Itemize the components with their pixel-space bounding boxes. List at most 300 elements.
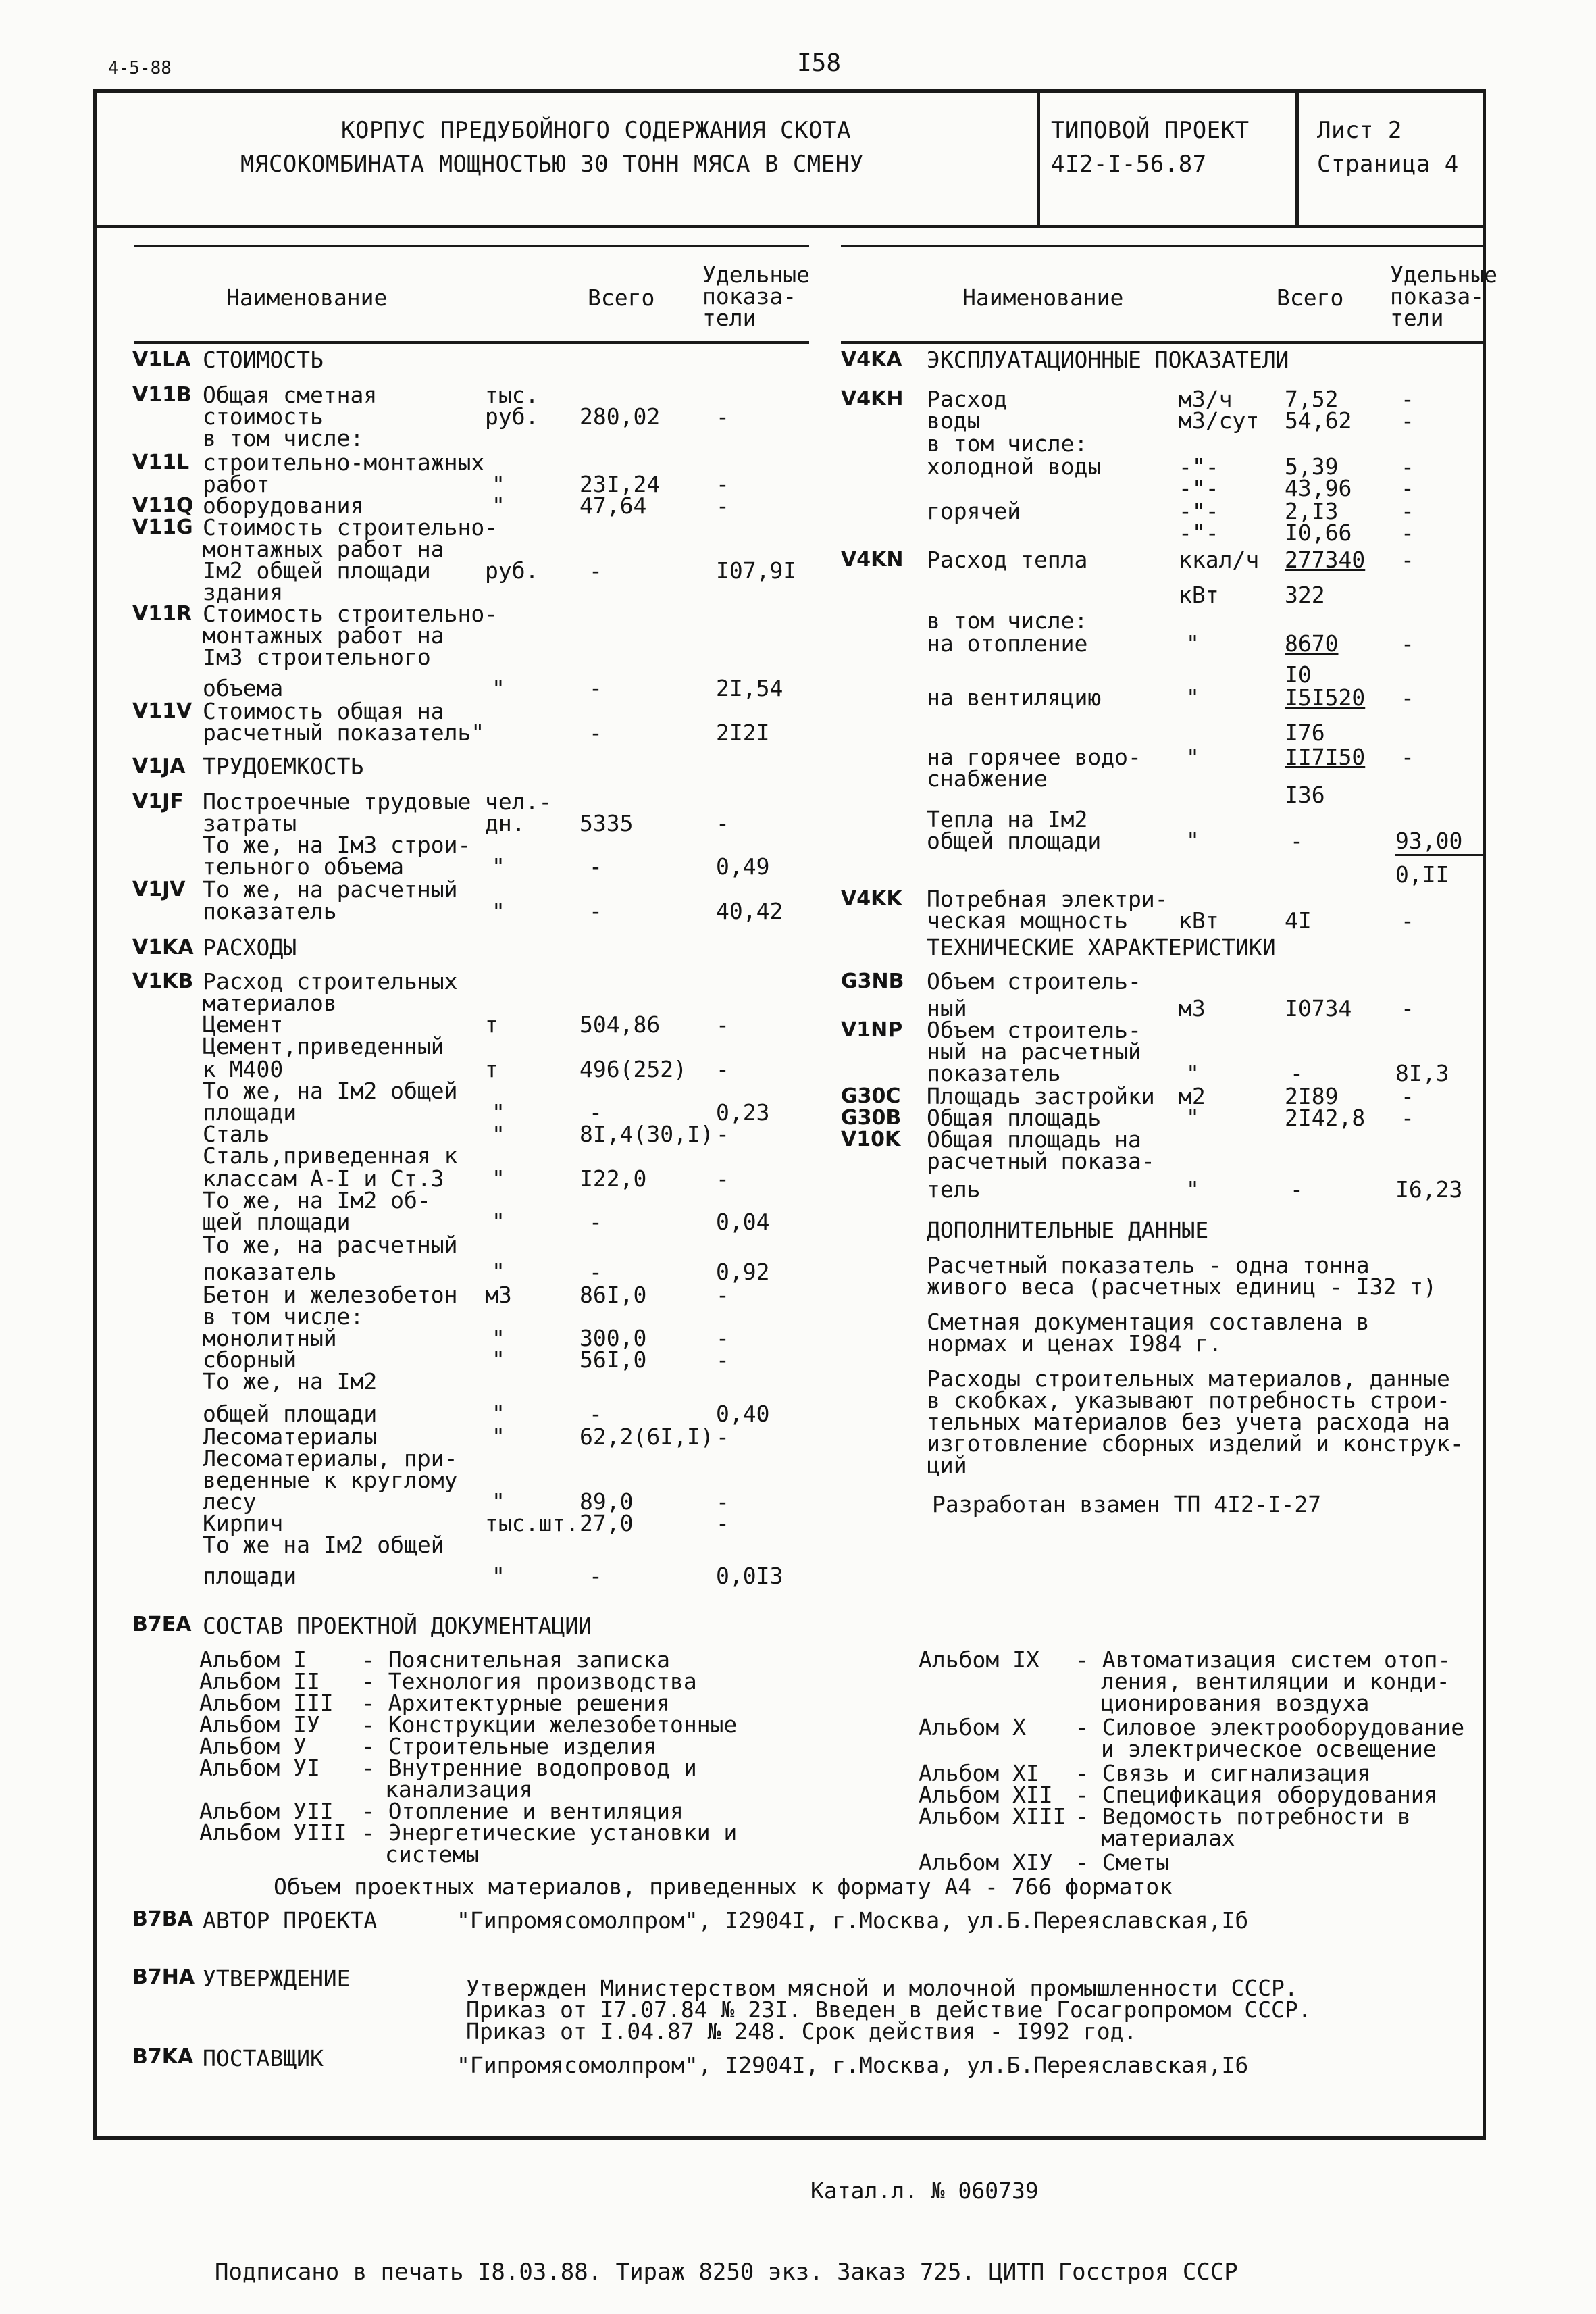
approval-line1: Утвержден Министерством мясной и молочной промышленности СССР.	[466, 1975, 1298, 2001]
left-row-spec: -	[716, 1056, 729, 1082]
left-row-label: площади	[203, 1563, 297, 1589]
left-row-label: расчетный показатель"	[203, 720, 485, 746]
left-row-total: 300,0	[580, 1325, 647, 1351]
right-row-label: снабжение	[927, 765, 1048, 792]
right-row-unit: "	[1186, 828, 1200, 854]
left-row-spec: -	[716, 1510, 729, 1536]
supplier-code: B7KA	[132, 2045, 194, 2069]
left-row-code: V11R	[132, 602, 192, 626]
album-description: - Силовое электрооборудование	[1075, 1714, 1465, 1740]
left-row-spec: -	[716, 1165, 729, 1192]
right-header-top-rule	[841, 245, 1486, 247]
left-row-label: показатель	[203, 1259, 337, 1285]
left-row-spec: 0,23	[716, 1099, 770, 1126]
approval-line3: Приказ от I.04.87 № 248. Срок действия - I992 год.	[466, 2018, 1137, 2044]
right-row-label: горячей	[927, 498, 1021, 524]
approval-heading: УТВЕРЖДЕНИЕ	[203, 1965, 351, 1992]
right-row-unit: -"-	[1179, 453, 1219, 480]
left-row-label: Сталь	[203, 1121, 270, 1147]
right-col-header-spec-3: тели	[1390, 305, 1444, 331]
left-row-unit: "	[492, 1563, 505, 1589]
right-row-unit: -"-	[1179, 498, 1219, 524]
left-row-spec: -	[716, 1011, 729, 1038]
album-label: Альбом УIII	[199, 1819, 347, 1846]
additional-p1-line2: живого веса (расчетных единиц - I32 т)	[927, 1274, 1437, 1300]
right-row-spec: -	[1401, 386, 1414, 412]
left-row-spec: 40,42	[716, 898, 783, 924]
album-description: - Спецификация оборудования	[1075, 1782, 1438, 1808]
right-row-total: 8670	[1285, 630, 1339, 657]
right-row-total: 43,96	[1285, 475, 1352, 501]
left-row-unit: тыс.	[485, 382, 539, 408]
right-header-bottom-rule	[841, 341, 1486, 344]
right-row-total: I5I520	[1285, 684, 1366, 711]
right-row-code: V4KN	[841, 548, 904, 572]
right-row-label: ный	[927, 995, 967, 1022]
right-row-label: на горячее водо-	[927, 744, 1141, 770]
right-row-unit: кВт	[1179, 582, 1219, 608]
left-row-label: СТОИМОСТЬ	[203, 347, 324, 373]
left-row-spec: -	[716, 1424, 729, 1450]
left-row-total: 56I,0	[580, 1347, 647, 1373]
left-row-spec: -	[716, 1488, 729, 1515]
left-row-label: тельного объема	[203, 853, 405, 880]
right-col-header-total: Всего	[1277, 284, 1344, 311]
left-row-unit: "	[492, 853, 505, 880]
right-row-total: 322	[1285, 582, 1325, 608]
album-label: Альбом IX	[919, 1646, 1039, 1673]
right-row-spec: -	[1401, 453, 1414, 480]
right-row-spec: -	[1401, 520, 1414, 546]
right-col-header-spec-1: Удельные	[1390, 261, 1497, 288]
album-description: - Отопление и вентиляция	[361, 1798, 684, 1824]
left-row-total: -	[589, 557, 602, 584]
left-row-total: -	[589, 675, 602, 701]
right-row-label: расчетный показа-	[927, 1148, 1155, 1174]
left-row-unit: т	[485, 1011, 498, 1038]
left-row-unit: "	[492, 1488, 505, 1515]
left-row-unit: тыс.шт.	[485, 1510, 580, 1536]
album-description: - Строительные изделия	[361, 1733, 657, 1759]
album-label: Альбом УI	[199, 1755, 320, 1781]
left-col-header-spec-3: тели	[702, 305, 756, 331]
left-row-spec: 0,04	[716, 1209, 770, 1235]
left-row-label: То же, на Iм2 об-	[203, 1187, 431, 1213]
right-row-unit: м3	[1179, 995, 1206, 1022]
right-row-total: 2I89	[1285, 1083, 1339, 1109]
left-row-code: V1JA	[132, 755, 186, 778]
left-row-label: сборный	[203, 1347, 297, 1373]
left-row-label: строительно-монтажных	[203, 449, 485, 476]
right-row-unit: "	[1186, 1176, 1200, 1203]
right-row-unit: "	[1186, 1105, 1200, 1131]
author-code: B7BA	[132, 1907, 193, 1931]
right-row-total: 5,39	[1285, 453, 1339, 480]
album-label: Альбом У	[199, 1733, 307, 1759]
left-row-total: 5335	[580, 810, 634, 836]
left-row-label: Кирпич	[203, 1510, 284, 1536]
album-label: Альбом X	[919, 1714, 1026, 1740]
left-row-unit: чел.-	[485, 788, 552, 815]
right-row-unit: -"-	[1179, 520, 1219, 546]
left-row-label: монтажных работ на	[203, 622, 444, 649]
left-row-spec: -	[716, 493, 729, 519]
left-row-label: То же, на Iм3 строи-	[203, 832, 471, 858]
right-row-label: в том числе:	[927, 430, 1088, 457]
album-label: Альбом IУ	[199, 1711, 320, 1738]
left-row-unit: "	[492, 1347, 505, 1373]
left-row-code: V11Q	[132, 494, 194, 518]
additional-p2-line2: нормах и ценах I984 г.	[927, 1330, 1222, 1357]
left-row-label: То же на Iм2 общей	[203, 1532, 444, 1558]
approval-code: B7HA	[132, 1965, 195, 1989]
right-row-label: Общая площадь на	[927, 1126, 1141, 1153]
left-col-header-total: Всего	[588, 284, 655, 311]
left-row-label: Общая сметная	[203, 382, 378, 408]
right-row-total: I0,66	[1285, 520, 1352, 546]
catalog-number: Катал.л. № 060739	[810, 2178, 1039, 2204]
album-description: - Сметы	[1075, 1849, 1170, 1876]
left-row-label: оборудования	[203, 493, 364, 519]
left-row-label: общей площади	[203, 1401, 378, 1427]
left-row-spec: 0,40	[716, 1401, 770, 1427]
left-row-total: -	[589, 1401, 602, 1427]
left-row-label: Построечные трудовые	[203, 788, 471, 815]
docs-volume: Объем проектных материалов, приведенных к формату А4 - 766 форматок	[274, 1873, 1173, 1900]
left-row-label: Iм2 общей площади	[203, 557, 431, 584]
right-row-total: -	[1290, 1060, 1304, 1086]
left-row-code: V11L	[132, 451, 190, 474]
right-row-total: I36	[1285, 782, 1325, 808]
left-row-label: Бетон и железобетон	[203, 1282, 458, 1308]
right-row-total: I0734	[1285, 995, 1352, 1022]
left-row-unit: "	[492, 1209, 505, 1235]
left-row-label: площади	[203, 1099, 297, 1126]
left-row-spec: -	[716, 403, 729, 430]
right-row-label: ТЕХНИЧЕСКИЕ ХАРАКТЕРИСТИКИ	[927, 934, 1276, 961]
right-row-spec: -	[1401, 684, 1414, 711]
right-row-spec: -	[1401, 744, 1414, 770]
right-row-unit: ккал/ч	[1179, 547, 1260, 573]
right-row-label: общей площади	[927, 828, 1102, 854]
left-row-code: V1KA	[132, 936, 194, 959]
right-row-spec: -	[1401, 407, 1414, 434]
header-vline-1	[1037, 89, 1040, 228]
album-description: - Архитектурные решения	[361, 1690, 670, 1716]
right-row-code: V4KK	[841, 887, 902, 911]
right-row-label: в том числе:	[927, 607, 1088, 634]
right-row-total: I76	[1285, 720, 1325, 746]
additional-p1-line1: Расчетный показатель - одна тонна	[927, 1252, 1370, 1278]
left-row-unit: "	[492, 1165, 505, 1192]
left-row-spec: 2I2I	[716, 720, 770, 746]
left-row-code: V11B	[132, 383, 192, 407]
left-row-label: ТРУДОЕМКОСТЬ	[203, 753, 364, 780]
left-row-label: к М400	[203, 1056, 284, 1082]
left-row-label: щей площади	[203, 1209, 351, 1235]
left-row-label: Стоимость строительно-	[203, 514, 498, 540]
left-row-code: V1KB	[132, 970, 194, 993]
left-row-total: 86I,0	[580, 1282, 647, 1308]
left-row-spec: 0,0I3	[716, 1563, 783, 1589]
left-row-total: 504,86	[580, 1011, 661, 1038]
additional-p4: Разработан взамен ТП 4I2-I-27	[932, 1491, 1322, 1517]
right-row-total: 277340	[1285, 547, 1366, 573]
album-description: системы	[385, 1841, 480, 1867]
right-row-label: ЭКСПЛУАТАЦИОННЫЕ ПОКАЗАТЕЛИ	[927, 347, 1289, 373]
supplier-text: "Гипромясомолпром", I2904I, г.Москва, ул.Б.Переяславская,I6	[457, 2052, 1249, 2078]
right-row-total: II7I50	[1285, 744, 1366, 770]
left-row-unit: м3	[485, 1282, 512, 1308]
right-row-label: Объем строитель-	[927, 1017, 1141, 1043]
album-label: Альбом III	[199, 1690, 334, 1716]
right-row-total: 4I	[1285, 907, 1312, 934]
left-row-label: монолитный	[203, 1325, 337, 1351]
left-row-unit: "	[492, 1401, 505, 1427]
left-row-total: -	[589, 720, 602, 746]
left-row-label: Стоимость общая на	[203, 698, 444, 724]
right-row-label: Расход	[927, 386, 1008, 412]
album-description: - Внутренние водопровод и	[361, 1755, 697, 1781]
right-row-total: 2,I3	[1285, 498, 1339, 524]
left-row-label: Iм3 строительного	[203, 644, 431, 670]
album-description: канализация	[385, 1776, 533, 1803]
left-row-total: -	[589, 898, 602, 924]
left-row-unit: "	[492, 1121, 505, 1147]
left-row-unit: дн.	[485, 810, 525, 836]
right-row-unit: "	[1186, 744, 1200, 770]
left-row-total: -	[589, 1099, 602, 1126]
left-row-label: стоимость	[203, 403, 324, 430]
right-row-code: G3NB	[841, 970, 904, 993]
album-description: материалах	[1101, 1825, 1235, 1851]
right-row-total: 2I42,8	[1285, 1105, 1366, 1131]
right-row-unit: м2	[1179, 1083, 1206, 1109]
left-row-code: V1JF	[132, 790, 184, 813]
right-row-spec: -	[1401, 1083, 1414, 1109]
left-row-label: объема	[203, 675, 284, 701]
left-row-label: монтажных работ на	[203, 536, 444, 562]
left-row-spec: 2I,54	[716, 675, 783, 701]
left-row-label: Стоимость строительно-	[203, 601, 498, 627]
right-row-unit: "	[1186, 1060, 1200, 1086]
album-description: - Пояснительная записка	[361, 1646, 670, 1673]
left-row-total: 27,0	[580, 1510, 634, 1536]
right-row-label: на вентиляцию	[927, 684, 1102, 711]
right-row-label: на отопление	[927, 630, 1088, 657]
left-col-header-spec-1: Удельные	[702, 261, 810, 288]
approval-line2: Приказ от I7.07.84 № 23I. Введен в действие Госагропромом СССР.	[466, 1996, 1312, 2023]
right-row-label: ный на расчетный	[927, 1038, 1141, 1065]
left-row-label: То же, на расчетный	[203, 876, 458, 903]
right-row-spec: 93,00	[1395, 828, 1463, 854]
left-row-label: Цемент,приведенный	[203, 1033, 444, 1059]
doc-title-line1: КОРПУС ПРЕДУБОЙНОГО СОДЕРЖАНИЯ СКОТА	[341, 117, 851, 144]
sheet-number: Лист 2	[1317, 117, 1402, 144]
right-row-total: -	[1290, 1176, 1304, 1203]
left-row-total: 89,0	[580, 1488, 634, 1515]
additional-p3-line4: изготовление сборных изделий и конструк-	[927, 1430, 1464, 1457]
left-row-spec: 0,92	[716, 1259, 770, 1285]
page-number: I58	[797, 49, 842, 77]
left-row-code: V11G	[132, 515, 193, 539]
left-row-spec: I07,9I	[716, 557, 797, 584]
header-vline-2	[1295, 89, 1299, 228]
album-label: Альбом XIII	[919, 1803, 1066, 1830]
right-row-unit: м3/сут	[1179, 407, 1260, 434]
album-description: - Ведомость потребности в	[1075, 1803, 1411, 1830]
left-row-total: 47,64	[580, 493, 647, 519]
right-row-spec: -	[1401, 995, 1414, 1022]
right-row-spec: -	[1401, 907, 1414, 934]
left-row-total: 62,2(6I,I)	[580, 1424, 714, 1450]
project-label: ТИПОВОЙ ПРОЕКТ	[1051, 117, 1250, 144]
right-row-code: G30C	[841, 1084, 901, 1108]
right-row-total: -	[1290, 828, 1304, 854]
left-row-total: 496(252)	[580, 1056, 687, 1082]
right-row-unit: "	[1186, 630, 1200, 657]
left-row-label: Цемент	[203, 1011, 284, 1038]
left-col-header-spec-2: показа-	[702, 283, 797, 309]
album-description: и электрическое освещение	[1101, 1736, 1437, 1762]
left-row-unit: "	[492, 1325, 505, 1351]
right-row-spec: 8I,3	[1395, 1060, 1449, 1086]
right-row-label: Тепла на Iм2	[927, 806, 1088, 832]
right-row-spec: I6,23	[1395, 1176, 1463, 1203]
left-row-total: -	[589, 1259, 602, 1285]
left-row-total: 23I,24	[580, 471, 661, 497]
page-ref: Страница 4	[1317, 151, 1459, 178]
print-date: 4-5-88	[108, 58, 172, 78]
left-row-total: I22,0	[580, 1165, 647, 1192]
header-divider	[93, 225, 1486, 228]
left-row-label: Лесоматериалы, при-	[203, 1445, 458, 1472]
left-row-total: 280,02	[580, 403, 661, 430]
album-label: Альбом XI	[919, 1760, 1039, 1786]
right-row-code: G30B	[841, 1106, 902, 1130]
right-row-unit: -"-	[1179, 475, 1219, 501]
left-col-header-name: Наименование	[226, 284, 388, 311]
left-row-label: Сталь,приведенная к	[203, 1142, 458, 1169]
left-row-code: V11V	[132, 699, 192, 723]
author-text: "Гипромясомолпром", I2904I, г.Москва, ул.Б.Переяславская,Iб	[457, 1907, 1249, 1934]
right-row-spec: 0,II	[1395, 861, 1449, 888]
docs-heading: СОСТАВ ПРОЕКТНОЙ ДОКУМЕНТАЦИИ	[203, 1613, 592, 1639]
right-row-label: Площадь застройки	[927, 1083, 1155, 1109]
right-col-header-name: Наименование	[962, 284, 1124, 311]
supplier-heading: ПОСТАВЩИК	[203, 2045, 324, 2071]
heat-per-m2-rule	[1395, 854, 1483, 856]
left-row-spec: -	[716, 471, 729, 497]
right-row-code: V1NP	[841, 1018, 903, 1042]
left-row-label: веденные к круглому	[203, 1467, 458, 1493]
left-row-label: в том числе:	[203, 425, 364, 451]
right-row-label: Общая площадь	[927, 1105, 1102, 1131]
right-col-header-spec-2: показа-	[1390, 283, 1485, 309]
left-row-total: -	[589, 853, 602, 880]
left-row-total: -	[589, 1209, 602, 1235]
album-description: - Конструкции железобетонные	[361, 1711, 738, 1738]
left-row-label: То же, на Iм2	[203, 1368, 378, 1394]
right-row-unit: "	[1186, 684, 1200, 711]
author-heading: АВТОР ПРОЕКТА	[203, 1907, 378, 1934]
right-row-spec: -	[1401, 630, 1414, 657]
right-row-label: воды	[927, 407, 981, 434]
left-row-label: здания	[203, 579, 284, 605]
left-row-total: -	[589, 1563, 602, 1589]
right-row-spec: -	[1401, 475, 1414, 501]
album-label: Альбом II	[199, 1668, 320, 1694]
album-label: Альбом I	[199, 1646, 307, 1673]
right-row-spec: -	[1401, 547, 1414, 573]
right-row-total: I0	[1285, 661, 1312, 688]
album-label: Альбом XIУ	[919, 1849, 1053, 1876]
right-row-code: V4KH	[841, 387, 904, 411]
left-row-label: показатель	[203, 898, 337, 924]
left-row-unit: руб.	[485, 557, 539, 584]
left-row-unit: "	[492, 898, 505, 924]
left-row-code: V1LA	[132, 348, 191, 372]
album-description: ционирования воздуха	[1101, 1690, 1370, 1716]
album-description: - Технология производства	[361, 1668, 697, 1694]
right-row-label: холодной воды	[927, 453, 1102, 480]
additional-p3-line2: в скобках, указывают потребность строи-	[927, 1387, 1450, 1413]
left-row-spec: -	[716, 1121, 729, 1147]
right-row-label: показатель	[927, 1060, 1061, 1086]
left-row-unit: "	[492, 1424, 505, 1450]
additional-p2-line1: Сметная документация составлена в	[927, 1309, 1370, 1335]
left-header-bottom-rule	[134, 341, 809, 344]
additional-heading: ДОПОЛНИТЕЛЬНЫЕ ДАННЫЕ	[927, 1217, 1209, 1243]
album-description: - Автоматизация систем отоп-	[1075, 1646, 1451, 1673]
left-row-unit: "	[492, 471, 505, 497]
right-row-label: ческая мощность	[927, 907, 1129, 934]
left-row-unit: "	[492, 1259, 505, 1285]
left-row-total: 8I,4(30,I)	[580, 1121, 714, 1147]
left-header-top-rule	[134, 245, 809, 247]
right-row-label: тель	[927, 1176, 981, 1203]
left-row-label: в том числе:	[203, 1303, 364, 1330]
album-description: - Связь и сигнализация	[1075, 1760, 1371, 1786]
left-row-label: Лесоматериалы	[203, 1424, 378, 1450]
left-row-unit: т	[485, 1056, 498, 1082]
left-row-label: лесу	[203, 1488, 257, 1515]
left-row-spec: -	[716, 1325, 729, 1351]
left-row-spec: 0,49	[716, 853, 770, 880]
left-row-label: работ	[203, 471, 270, 497]
album-description: - Энергетические установки и	[361, 1819, 738, 1846]
left-row-unit: "	[492, 675, 505, 701]
right-row-label: Расход тепла	[927, 547, 1088, 573]
additional-p3-line3: тельных материалов без учета расхода на	[927, 1409, 1450, 1435]
left-row-label: затраты	[203, 810, 297, 836]
album-label: Альбом XII	[919, 1782, 1053, 1808]
right-row-unit: кВт	[1179, 907, 1219, 934]
left-row-unit: руб.	[485, 403, 539, 430]
right-row-spec: -	[1401, 1105, 1414, 1131]
album-description: ления, вентиляции и конди-	[1101, 1668, 1450, 1694]
left-row-spec: -	[716, 1282, 729, 1308]
left-row-label: То же, на расчетный	[203, 1232, 458, 1258]
right-row-total: 54,62	[1285, 407, 1352, 434]
left-row-unit: "	[492, 1099, 505, 1126]
docs-code: B7EA	[132, 1613, 192, 1636]
print-footer: Подписано в печать I8.03.88. Тираж 8250 экз. Заказ 725. ЦИТП Госстроя СССР	[215, 2259, 1238, 2286]
right-row-unit: м3/ч	[1179, 386, 1233, 412]
doc-title-line2: МЯСОКОМБИНАТА МОЩНОСТЬЮ 30 ТОНН МЯСА В СМЕНУ	[240, 151, 864, 178]
additional-p3-line1: Расходы строительных материалов, данные	[927, 1365, 1450, 1392]
left-row-code: V1JV	[132, 878, 186, 901]
